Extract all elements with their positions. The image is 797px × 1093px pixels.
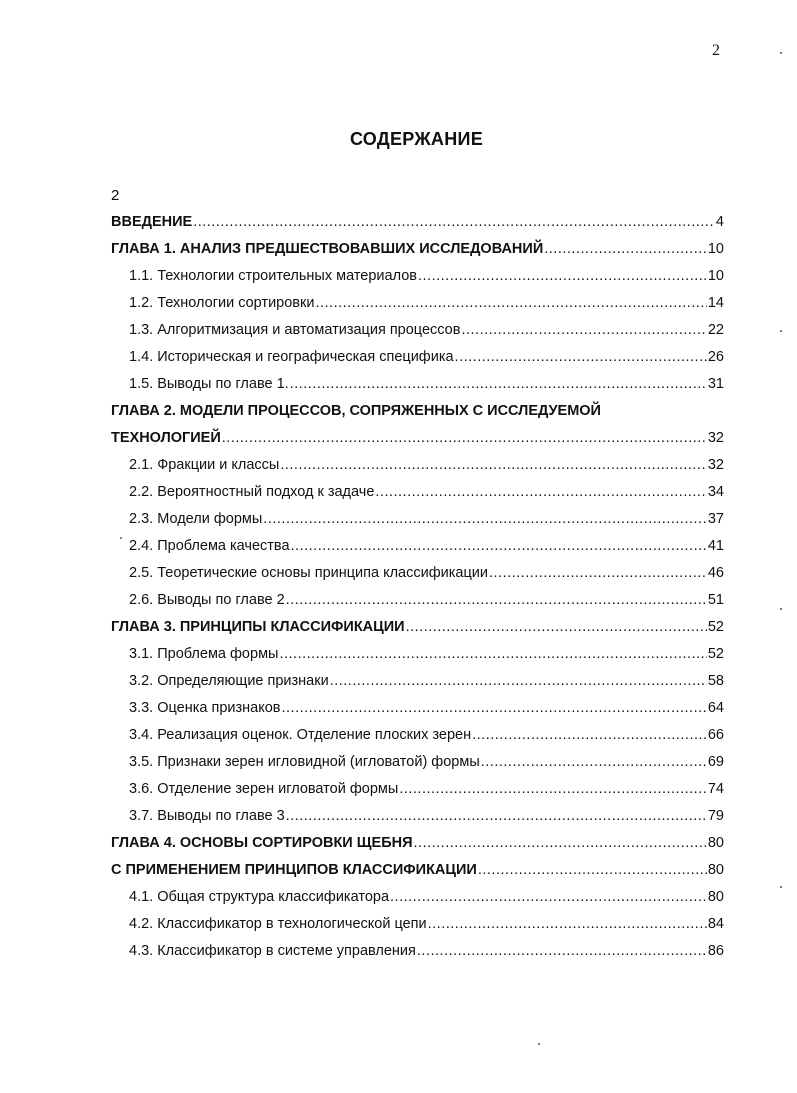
toc-entry-page: 37 bbox=[707, 511, 724, 527]
scan-speck bbox=[538, 1043, 540, 1045]
toc-dot-leader bbox=[280, 452, 707, 479]
toc-section-entry bbox=[111, 884, 724, 911]
toc-entry-title: ГЛАВА 2. МОДЕЛИ ПРОЦЕССОВ, СОПРЯЖЕННЫХ С ИССЛЕДУЕМОЙ bbox=[111, 403, 601, 419]
toc-dot-leader bbox=[418, 263, 707, 290]
toc-entry-title: ГЛАВА 3. ПРИНЦИПЫ КЛАССИФИКАЦИИ bbox=[111, 619, 405, 635]
toc-entry-title: 3.7. Выводы по главе 3 bbox=[129, 808, 285, 824]
toc-section-entry bbox=[111, 452, 724, 479]
toc-entry-page: 10 bbox=[707, 241, 724, 257]
toc-section-entry bbox=[111, 722, 724, 749]
toc-entry-title: 2.4. Проблема качества bbox=[129, 538, 290, 554]
toc-entry-title: 4.1. Общая структура классификатора bbox=[129, 889, 390, 905]
toc-section-entry bbox=[111, 533, 724, 560]
toc-entry-title: ГЛАВА 4. ОСНОВЫ СОРТИРОВКИ ЩЕБНЯ bbox=[111, 835, 413, 851]
toc-entry-page: 86 bbox=[707, 943, 724, 959]
toc-entry-page: 22 bbox=[707, 322, 724, 338]
scan-speck bbox=[120, 537, 122, 539]
toc-entry-title: ТЕХНОЛОГИЕЙ bbox=[111, 430, 221, 446]
toc-section-entry bbox=[111, 290, 724, 317]
toc-dot-leader bbox=[428, 911, 707, 938]
toc-dot-leader bbox=[286, 803, 707, 830]
toc-entry-page: 41 bbox=[707, 538, 724, 554]
toc-entry-page: 4 bbox=[715, 214, 724, 230]
toc-entry-page: 58 bbox=[707, 673, 724, 689]
toc-chapter-entry bbox=[111, 398, 724, 425]
toc-section-entry bbox=[111, 263, 724, 290]
toc-dot-leader bbox=[478, 857, 707, 884]
toc-dot-leader bbox=[481, 749, 707, 776]
stray-page-number: 2 bbox=[111, 187, 120, 204]
toc-entry-page: 52 bbox=[707, 646, 724, 662]
toc-entry-title: 2.2. Вероятностный подход к задаче bbox=[129, 484, 375, 500]
toc-section-entry bbox=[111, 803, 724, 830]
toc-entry-title: 3.2. Определяющие признаки bbox=[129, 673, 329, 689]
toc-entry-title: 2.3. Модели формы bbox=[129, 511, 263, 527]
toc-dot-leader bbox=[489, 560, 707, 587]
toc-section-entry bbox=[111, 371, 724, 398]
toc-entry-title: С ПРИМЕНЕНИЕМ ПРИНЦИПОВ КЛАССИФИКАЦИИ bbox=[111, 862, 477, 878]
toc-section-entry bbox=[111, 479, 724, 506]
toc-entry-page: 51 bbox=[707, 592, 724, 608]
toc-entry-title: 3.1. Проблема формы bbox=[129, 646, 279, 662]
page-number: 2 bbox=[712, 42, 720, 59]
toc-chapter-entry bbox=[111, 425, 724, 452]
scan-speck bbox=[780, 608, 782, 610]
toc-entry-page: 32 bbox=[707, 430, 724, 446]
toc-entry-page: 14 bbox=[707, 295, 724, 311]
toc-entry-page: 34 bbox=[707, 484, 724, 500]
toc-section-entry bbox=[111, 911, 724, 938]
toc-entry-page: 84 bbox=[707, 916, 724, 932]
toc-dot-leader bbox=[417, 938, 707, 965]
toc-dot-leader bbox=[544, 236, 707, 263]
toc-chapter-entry bbox=[111, 236, 724, 263]
toc-entry-page: 79 bbox=[707, 808, 724, 824]
table-of-contents bbox=[111, 209, 724, 965]
toc-section-entry bbox=[111, 560, 724, 587]
toc-dot-leader bbox=[399, 776, 707, 803]
toc-dot-leader bbox=[291, 533, 707, 560]
toc-entry-title: 1.2. Технологии сортировки bbox=[129, 295, 315, 311]
toc-entry-page: 32 bbox=[707, 457, 724, 473]
toc-entry-page: 80 bbox=[707, 862, 724, 878]
toc-section-entry bbox=[111, 587, 724, 614]
toc-entry-page: 80 bbox=[707, 835, 724, 851]
toc-dot-leader bbox=[290, 371, 707, 398]
toc-section-entry bbox=[111, 776, 724, 803]
toc-dot-leader bbox=[375, 479, 706, 506]
toc-chapter-entry bbox=[111, 830, 724, 857]
toc-dot-leader bbox=[286, 587, 707, 614]
toc-dot-leader bbox=[315, 290, 706, 317]
toc-entry-page: 46 bbox=[707, 565, 724, 581]
toc-section-entry bbox=[111, 344, 724, 371]
toc-entry-title: 2.5. Теоретические основы принципа классификации bbox=[129, 565, 488, 581]
toc-entry-page: 52 bbox=[707, 619, 724, 635]
toc-dot-leader bbox=[461, 317, 706, 344]
toc-entry-page: 26 bbox=[707, 349, 724, 365]
scan-speck bbox=[780, 330, 782, 332]
toc-section-entry bbox=[111, 668, 724, 695]
toc-dot-leader bbox=[472, 722, 707, 749]
toc-entry-title: 3.6. Отделение зерен игловатой формы bbox=[129, 781, 399, 797]
toc-dot-leader bbox=[222, 425, 707, 452]
toc-chapter-entry bbox=[111, 857, 724, 884]
toc-dot-leader bbox=[455, 344, 707, 371]
toc-entry-page: 10 bbox=[707, 268, 724, 284]
toc-entry-title: ВВЕДЕНИЕ bbox=[111, 214, 193, 230]
toc-entry-title: 4.2. Классификатор в технологической цепи bbox=[129, 916, 427, 932]
toc-section-entry bbox=[111, 938, 724, 965]
toc-section-entry bbox=[111, 749, 724, 776]
toc-entry-page: 69 bbox=[707, 754, 724, 770]
toc-dot-leader bbox=[406, 614, 707, 641]
toc-dot-leader bbox=[330, 668, 707, 695]
toc-entry-title: 3.4. Реализация оценок. Отделение плоских зерен bbox=[129, 727, 472, 743]
toc-section-entry bbox=[111, 695, 724, 722]
toc-entry-page: 74 bbox=[707, 781, 724, 797]
toc-dot-leader bbox=[263, 506, 707, 533]
toc-dot-leader bbox=[281, 695, 706, 722]
toc-dot-leader bbox=[279, 641, 706, 668]
page-title: СОДЕРЖАНИЕ bbox=[349, 129, 484, 149]
toc-section-entry bbox=[111, 506, 724, 533]
toc-entry-title: ГЛАВА 1. АНАЛИЗ ПРЕДШЕСТВОВАВШИХ ИССЛЕДОВАНИЙ bbox=[111, 241, 544, 257]
scan-speck bbox=[780, 886, 782, 888]
toc-entry-title: 2.1. Фракции и классы bbox=[129, 457, 280, 473]
toc-entry-title: 3.3. Оценка признаков bbox=[129, 700, 281, 716]
toc-chapter-entry bbox=[111, 209, 724, 236]
toc-entry-page: 66 bbox=[707, 727, 724, 743]
toc-entry-title: 1.1. Технологии строительных материалов bbox=[129, 268, 417, 284]
toc-dot-leader bbox=[390, 884, 707, 911]
toc-section-entry bbox=[111, 641, 724, 668]
toc-entry-page: 31 bbox=[707, 376, 724, 392]
toc-chapter-entry bbox=[111, 614, 724, 641]
toc-entry-title: 3.5. Признаки зерен игловидной (игловатой) формы bbox=[129, 754, 480, 770]
scan-speck bbox=[780, 52, 782, 54]
toc-entry-page: 80 bbox=[707, 889, 724, 905]
toc-dot-leader bbox=[414, 830, 707, 857]
toc-section-entry bbox=[111, 317, 724, 344]
toc-entry-title: 1.3. Алгоритмизация и автоматизация процессов bbox=[129, 322, 461, 338]
toc-entry-title: 1.4. Историческая и географическая специфика bbox=[129, 349, 454, 365]
toc-entry-page: 64 bbox=[707, 700, 724, 716]
toc-entry-title: 4.3. Классификатор в системе управления bbox=[129, 943, 416, 959]
toc-entry-title: 2.6. Выводы по главе 2 bbox=[129, 592, 285, 608]
toc-entry-title: 1.5. Выводы по главе 1. bbox=[129, 376, 289, 392]
toc-dot-leader bbox=[193, 209, 715, 236]
